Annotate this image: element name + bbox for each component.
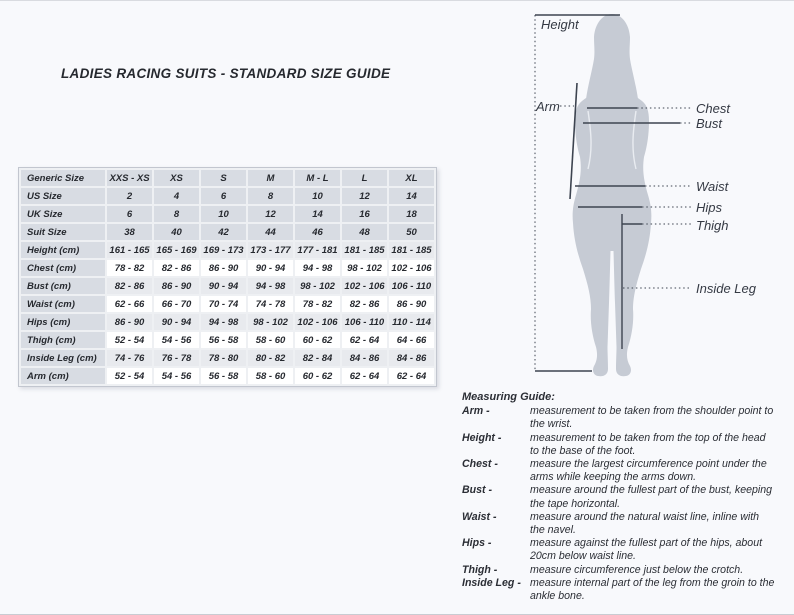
size-table-grid [19, 168, 436, 386]
size-cell: 74 - 76 [107, 350, 152, 366]
table-row [21, 206, 434, 222]
size-cell: 110 - 114 [389, 314, 434, 330]
size-cell: 12 [342, 188, 387, 204]
size-cell: 76 - 78 [154, 350, 199, 366]
size-cell: 56 - 58 [201, 332, 246, 348]
diagram-label-thigh: Thigh [696, 218, 729, 233]
size-cell: 173 - 177 [248, 242, 293, 258]
guide-term: Bust - [462, 484, 493, 497]
size-cell: 10 [295, 188, 340, 204]
size-cell: 48 [342, 224, 387, 240]
guide-term: Arm - [462, 405, 490, 418]
guide-description: measure circumference just below the crotch. [530, 563, 744, 576]
size-cell: 58 - 60 [248, 332, 293, 348]
size-cell: 14 [295, 206, 340, 222]
size-cell: 74 - 78 [248, 296, 293, 312]
row-label: US Size [21, 188, 105, 204]
size-cell: 86 - 90 [201, 260, 246, 276]
size-cell: 161 - 165 [107, 242, 152, 258]
size-cell: 50 [389, 224, 434, 240]
size-cell: 80 - 82 [248, 350, 293, 366]
size-cell: M [248, 170, 293, 186]
size-cell: 60 - 62 [295, 332, 340, 348]
size-cell: 78 - 82 [295, 296, 340, 312]
size-cell: 90 - 94 [201, 278, 246, 294]
guide-term: Chest - [462, 458, 498, 471]
guide-term: Inside Leg - [462, 576, 521, 589]
size-cell: 98 - 102 [342, 260, 387, 276]
size-cell: 44 [248, 224, 293, 240]
size-cell: 16 [342, 206, 387, 222]
row-label: Arm (cm) [21, 368, 105, 384]
size-cell: 18 [389, 206, 434, 222]
guide-description: measure around the natural waist line, inline with the navel. [530, 510, 760, 537]
measuring-guide [462, 391, 780, 603]
table-row [21, 314, 434, 330]
size-table [18, 167, 437, 387]
size-cell: 10 [201, 206, 246, 222]
diagram-label-arm: Arm [536, 99, 560, 114]
size-cell: 86 - 90 [389, 296, 434, 312]
size-cell: 82 - 86 [107, 278, 152, 294]
table-row [21, 296, 434, 312]
row-label: Generic Size [21, 170, 105, 186]
size-cell: 4 [154, 188, 199, 204]
size-cell: 78 - 80 [201, 350, 246, 366]
size-cell: 98 - 102 [248, 314, 293, 330]
size-cell: 94 - 98 [248, 278, 293, 294]
size-cell: 70 - 74 [201, 296, 246, 312]
measurement-diagram [530, 1, 794, 386]
row-label: Height (cm) [21, 242, 105, 258]
table-row [21, 260, 434, 276]
size-cell: 12 [248, 206, 293, 222]
row-label: Thigh (cm) [21, 332, 105, 348]
page-title: LADIES RACING SUITS - STANDARD SIZE GUIDE [61, 66, 391, 81]
size-cell: 165 - 169 [154, 242, 199, 258]
row-label: Waist (cm) [21, 296, 105, 312]
size-cell: 6 [201, 188, 246, 204]
size-cell: 78 - 82 [107, 260, 152, 276]
size-cell: 14 [389, 188, 434, 204]
table-row [21, 188, 434, 204]
arm-measure-line [570, 83, 577, 199]
row-label: Bust (cm) [21, 278, 105, 294]
measuring-guide-heading: Measuring Guide: [462, 391, 555, 403]
size-cell: L [342, 170, 387, 186]
size-cell: 54 - 56 [154, 368, 199, 384]
size-cell: 84 - 86 [389, 350, 434, 366]
size-cell: 106 - 110 [389, 278, 434, 294]
size-cell: 46 [295, 224, 340, 240]
size-cell: 106 - 110 [342, 314, 387, 330]
size-cell: 82 - 84 [295, 350, 340, 366]
size-cell: 60 - 62 [295, 368, 340, 384]
size-cell: M - L [295, 170, 340, 186]
size-cell: 8 [248, 188, 293, 204]
size-cell: 102 - 106 [295, 314, 340, 330]
size-cell: 2 [107, 188, 152, 204]
table-row [21, 368, 434, 384]
table-row [21, 350, 434, 366]
size-cell: S [201, 170, 246, 186]
diagram-label-hips: Hips [696, 200, 723, 215]
size-cell: 62 - 64 [342, 368, 387, 384]
size-cell: 86 - 90 [154, 278, 199, 294]
row-label: Chest (cm) [21, 260, 105, 276]
size-cell: 42 [201, 224, 246, 240]
guide-term: Waist - [462, 510, 497, 523]
size-cell: 102 - 106 [342, 278, 387, 294]
size-cell: 94 - 98 [295, 260, 340, 276]
size-cell: XL [389, 170, 434, 186]
size-cell: XXS - XS [107, 170, 152, 186]
size-cell: 52 - 54 [107, 368, 152, 384]
table-row [21, 278, 434, 294]
guide-description: measure around the fullest part of the bust, keeping the tape horizontal. [530, 484, 773, 510]
row-label: Suit Size [21, 224, 105, 240]
size-cell: 177 - 181 [295, 242, 340, 258]
size-cell: 52 - 54 [107, 332, 152, 348]
guide-description: measurement to be taken from the top of the head to the base of the foot. [530, 431, 766, 457]
guide-term: Height - [462, 431, 502, 444]
size-cell: 8 [154, 206, 199, 222]
row-label: UK Size [21, 206, 105, 222]
size-cell: 66 - 70 [154, 296, 199, 312]
female-figure-silhouette [573, 14, 652, 376]
size-cell: 90 - 94 [248, 260, 293, 276]
diagram-label-waist: Waist [696, 179, 729, 194]
size-cell: 181 - 185 [389, 242, 434, 258]
guide-description: measure against the fullest part of the hips, about 20cm below waist line. [530, 537, 763, 563]
size-cell: 64 - 66 [389, 332, 434, 348]
size-cell: 86 - 90 [107, 314, 152, 330]
size-cell: 84 - 86 [342, 350, 387, 366]
size-cell: 62 - 64 [389, 368, 434, 384]
guide-description: measure internal part of the leg from the groin to the ankle bone. [530, 576, 775, 603]
size-cell: 38 [107, 224, 152, 240]
figure-body [573, 92, 652, 376]
diagram-label-height: Height [541, 17, 579, 32]
table-row [21, 224, 434, 240]
diagram-label-inside-leg: Inside Leg [696, 281, 756, 296]
size-cell: 56 - 58 [201, 368, 246, 384]
size-cell: 6 [107, 206, 152, 222]
size-cell: 94 - 98 [201, 314, 246, 330]
table-row [21, 242, 434, 258]
guide-term: Hips - [462, 537, 492, 550]
row-label: Inside Leg (cm) [21, 350, 105, 366]
guide-description: measurement to be taken from the shoulder point to the wrist. [530, 405, 774, 431]
size-cell: 82 - 86 [342, 296, 387, 312]
diagram-label-chest: Chest [696, 101, 730, 116]
guide-term: Thigh - [462, 563, 498, 576]
size-cell: XS [154, 170, 199, 186]
size-cell: 82 - 86 [154, 260, 199, 276]
table-row [21, 332, 434, 348]
size-cell: 98 - 102 [295, 278, 340, 294]
table-row [21, 170, 434, 186]
size-cell: 54 - 56 [154, 332, 199, 348]
size-cell: 169 - 173 [201, 242, 246, 258]
guide-description: measure the largest circumference point under the arms while keeping the arms down. [530, 458, 767, 484]
size-cell: 62 - 64 [342, 332, 387, 348]
size-cell: 62 - 66 [107, 296, 152, 312]
size-cell: 40 [154, 224, 199, 240]
size-cell: 102 - 106 [389, 260, 434, 276]
measuring-guide-entries [462, 405, 780, 603]
size-cell: 58 - 60 [248, 368, 293, 384]
diagram-label-bust: Bust [696, 116, 723, 131]
size-cell: 181 - 185 [342, 242, 387, 258]
row-label: Hips (cm) [21, 314, 105, 330]
size-cell: 90 - 94 [154, 314, 199, 330]
